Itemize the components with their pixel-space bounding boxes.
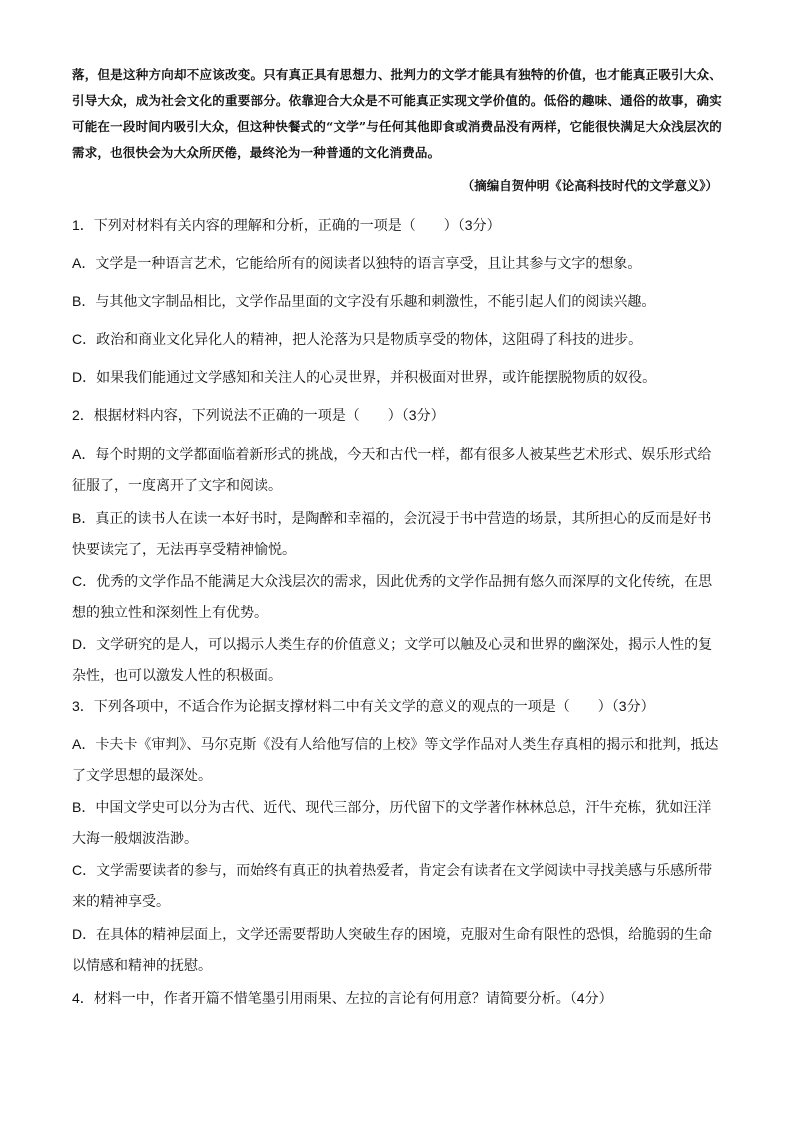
question-2-option-a: A．每个时期的文学都面临着新形式的挑战，今天和古代一样，都有很多人被某些艺术形式、娱乐形式给征服了，一度离开了文字和阅读。 (72, 446, 712, 493)
question-1-option-b: B．与其他文字制品相比，文学作品里面的文字没有乐趣和刺激性，不能引起人们的阅读兴趣。 (72, 293, 656, 309)
question-2-option-d: D．文学研究的是人，可以揭示人类生存的价值意义；文学可以触及心灵和世界的幽深处，揭示人性的复杂性，也可以激发人性的积极面。 (72, 636, 713, 683)
question-1-stem: 1．下列对材料有关内容的理解和分析，正确的一项是（ ）（3分） (72, 217, 501, 233)
question-3-option-b: B．中国文学史可以分为古代、近代、现代三部分，历代留下的文学著作林林总总，汗牛充栋，犹如汪洋大海一般烟波浩渺。 (72, 799, 712, 846)
question-2-stem: 2．根据材料内容，下列说法不正确的一项是（ ）（3分） (72, 407, 445, 423)
question-1-option-d: D．如果我们能通过文学感知和关注人的心灵世界，并积极面对世界，或许能摆脱物质的奴役。 (72, 369, 657, 385)
passage-paragraph: 落，但是这种方向却不应该改变。只有真正具有思想力、批判力的文学才能具有独特的价值，也才能真正吸引大众、引导大众，成为社会文化的重要部分。依靠迎合大众是不可能真正实现文学价值的。低俗的趣味、通俗的故事，确实可能在一段时间内吸引大众，但这种快餐式的“文学”与任何其他即食或消费品没有两样，它能很快满足大众浅层次的需求，也很快会为大众所厌倦，最终沦为一种普通的文化消费品。 (72, 67, 722, 160)
question-4-stem: 4．材料一中，作者开篇不惜笔墨引用雨果、左拉的言论有何用意？请简要分析。（4分） (72, 990, 613, 1006)
question-2-option-b: B．真正的读书人在读一本好书时，是陶醉和幸福的，会沉浸于书中营造的场景，其所担心的反而是好书快要读完了，无法再享受精神愉悦。 (72, 510, 712, 557)
question-2-option-c: C．优秀的文学作品不能满足大众浅层次的需求，因此优秀的文学作品拥有悠久而深厚的文化传统，在思想的独立性和深刻性上有优势。 (72, 573, 713, 620)
question-3-option-d: D．在具体的精神层面上，文学还需要帮助人突破生存的困境，克服对生命有限性的恐惧，给脆弱的生命以情感和精神的抚慰。 (72, 926, 713, 973)
question-1-option-a: A．文学是一种语言艺术，它能给所有的阅读者以独特的语言享受，且让其参与文字的想象。 (72, 255, 642, 271)
question-3-option-a: A．卡夫卡《审判》、马尔克斯《没有人给他写信的上校》等文学作品对人类生存真相的揭示和批判，抵达了文学思想的最深处。 (72, 736, 719, 783)
passage-source: （摘编自贺仲明《论高科技时代的文学意义》） (461, 178, 718, 193)
question-3-stem: 3．下列各项中，不适合作为论据支撑材料二中有关文学的意义的观点的一项是（ ）（3分） (72, 698, 655, 714)
question-3-option-c: C．文学需要读者的参与，而始终有真正的执着热爱者，肯定会有读者在文学阅读中寻找美感与乐感所带来的精神享受。 (72, 862, 713, 909)
question-1-option-c: C．政治和商业文化异化人的精神，把人沦落为只是物质享受的物体，这阻碍了科技的进步。 (72, 331, 643, 347)
